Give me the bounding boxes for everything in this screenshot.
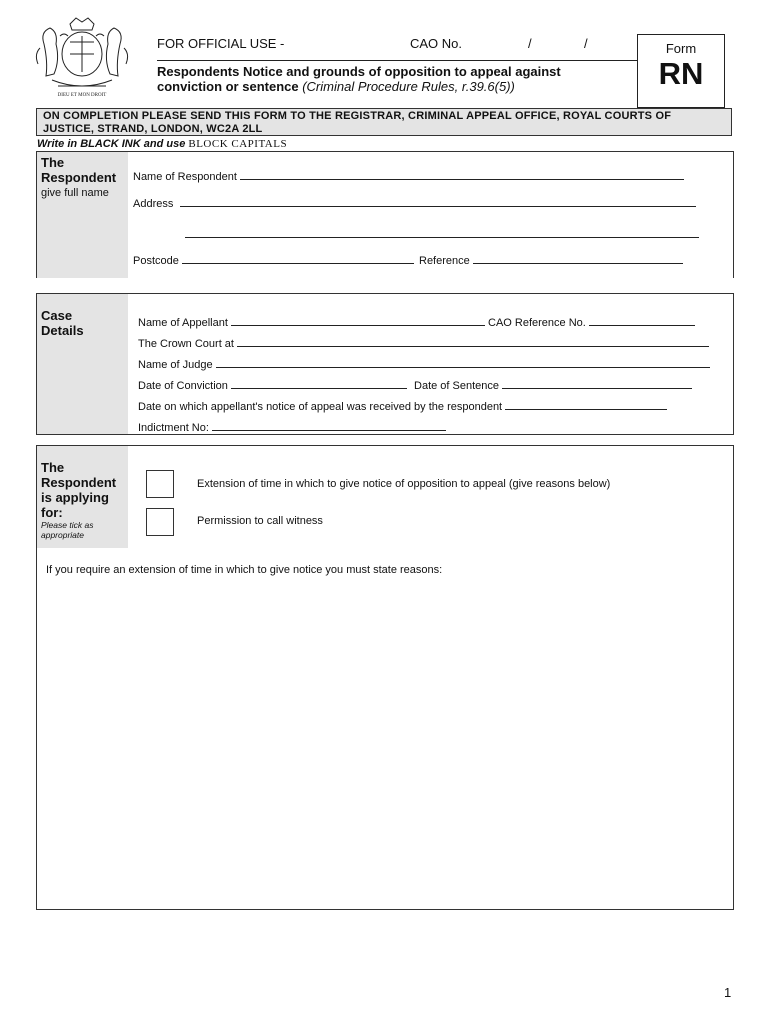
- indictment-field[interactable]: [212, 421, 446, 431]
- form-title-rule: (Criminal Procedure Rules, r.39.6(5)): [302, 79, 515, 94]
- dates-row: [138, 379, 692, 392]
- cao-number-label: CAO No.: [410, 36, 463, 51]
- ink-caps: BLOCK CAPITALS: [188, 138, 288, 150]
- case-sidebar: [37, 294, 128, 434]
- royal-crest-logo: [30, 14, 134, 98]
- respondent-name-field[interactable]: [240, 170, 684, 180]
- respondent-name-row: [133, 170, 684, 183]
- page-number: 1: [724, 985, 732, 1000]
- applying-section: [36, 445, 734, 910]
- extension-option-label: Extension of time in which to give notice of opposition to appeal (give reasons below): [197, 478, 611, 490]
- cao-ref-field[interactable]: [589, 316, 695, 326]
- reference-field[interactable]: [473, 254, 683, 264]
- conviction-label: Date of Conviction: [138, 380, 228, 392]
- judge-label: Name of Judge: [138, 359, 213, 371]
- crown-court-label: The Crown Court at: [138, 338, 234, 350]
- send-instructions: ON COMPLETION PLEASE SEND THIS FORM TO THE REGISTRAR, CRIMINAL APPEAL OFFICE, ROYAL COURTS OF JUSTICE, STRAND, LONDON, WC2A 2LL: [36, 108, 732, 136]
- indictment-label: Indictment No:: [138, 422, 209, 434]
- form-title: [157, 64, 627, 94]
- reasons-textarea[interactable]: [46, 586, 724, 902]
- respondent-postcode-row: [133, 254, 683, 267]
- notice-label: Date on which appellant's notice of appeal was received by the respondent: [138, 401, 503, 413]
- respondent-heading: The Respondent: [41, 155, 117, 185]
- respondent-section: [36, 151, 734, 278]
- cao-slash-2: /: [584, 36, 588, 51]
- respondent-sidebar: [37, 152, 128, 278]
- reference-label: Reference: [419, 255, 470, 267]
- notice-row: [138, 400, 667, 413]
- respondent-address-label: Address: [133, 198, 174, 210]
- crown-court-row: [138, 337, 709, 350]
- respondent-name-label: Name of Respondent: [133, 171, 237, 183]
- reasons-prompt: If you require an extension of time in which to give notice you must state reasons:: [46, 564, 443, 576]
- witness-checkbox[interactable]: [146, 508, 174, 536]
- applying-heading: The Respondent is applying for:: [41, 460, 117, 520]
- applying-sidebar: [37, 446, 128, 548]
- indictment-row: [138, 421, 446, 434]
- crest-motto: DIEU ET MON DROIT: [57, 93, 107, 98]
- case-heading: Case Details: [41, 308, 84, 338]
- official-use-label: FOR OFFICIAL USE -: [157, 36, 285, 51]
- respondent-address-field-2[interactable]: [185, 228, 699, 238]
- conviction-date-field[interactable]: [231, 379, 407, 389]
- ink-note-text: Write in BLACK INK and use: [37, 138, 186, 150]
- ink-note: [37, 138, 287, 150]
- appellant-row: [138, 316, 695, 329]
- form-label: Form: [665, 41, 697, 56]
- case-details-section: [36, 293, 734, 435]
- cao-ref-label: CAO Reference No.: [488, 317, 586, 329]
- respondent-address-row-2: [185, 228, 699, 241]
- applying-note: Please tick as appropriate: [41, 520, 94, 540]
- extension-checkbox[interactable]: [146, 470, 174, 498]
- respondent-subheading: give full name: [41, 187, 109, 199]
- witness-option-label: Permission to call witness: [197, 515, 323, 527]
- postcode-label: Postcode: [133, 255, 179, 267]
- cao-slash-1: /: [528, 36, 532, 51]
- notice-date-field[interactable]: [505, 400, 667, 410]
- judge-field[interactable]: [216, 358, 710, 368]
- sentence-label: Date of Sentence: [414, 380, 500, 392]
- appellant-field[interactable]: [231, 316, 485, 326]
- header-divider: [157, 60, 637, 61]
- postcode-field[interactable]: [182, 254, 414, 264]
- respondent-address-row: [133, 197, 696, 210]
- sentence-date-field[interactable]: [502, 379, 692, 389]
- judge-row: [138, 358, 710, 371]
- form-code: RN: [658, 56, 704, 91]
- respondent-address-field-1[interactable]: [180, 197, 696, 207]
- form-code-box: [637, 34, 725, 108]
- form-title-main: Respondents Notice and grounds of opposition to appeal against conviction or sentence: [157, 64, 561, 94]
- crown-court-field[interactable]: [237, 337, 709, 347]
- appellant-label: Name of Appellant: [138, 317, 228, 329]
